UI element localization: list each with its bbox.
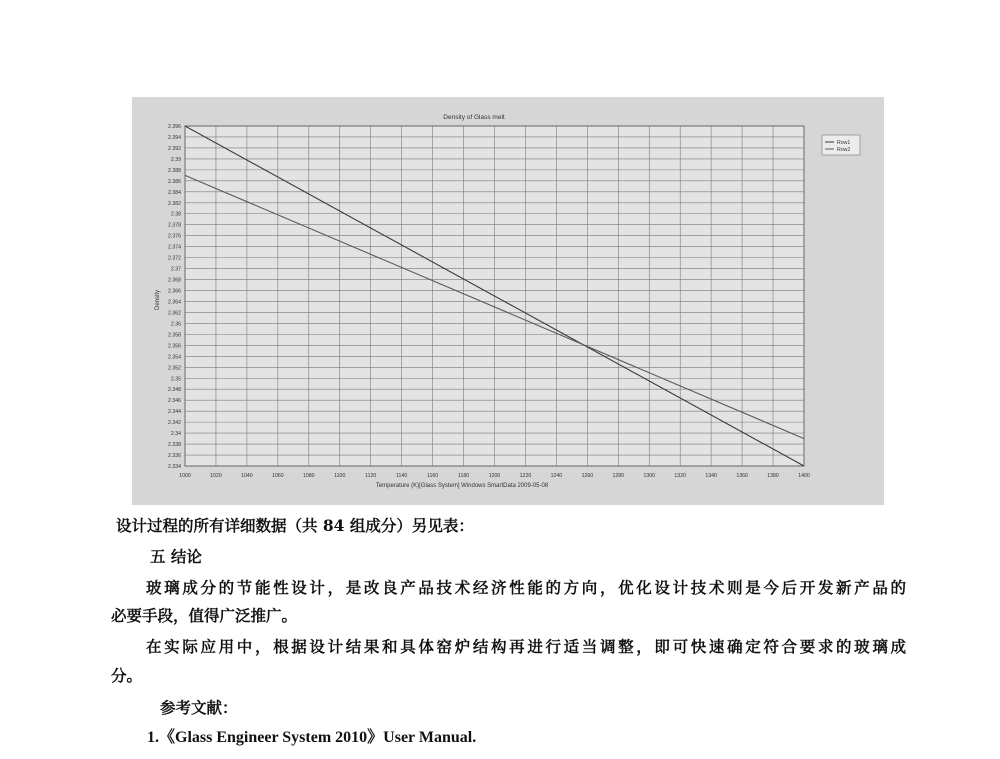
conclusion-paragraph-2-continued: 分。 [111,666,143,685]
legend-label: Row1 [837,140,851,146]
y-tick-label: 2.364 [168,299,181,306]
x-tick-label: 1060 [272,473,284,479]
x-tick-label: 1180 [457,473,470,479]
y-tick-label: 2.338 [168,442,181,449]
x-tick-label: 1040 [241,473,253,479]
section-heading: 五 结论 [150,547,202,566]
x-tick-label: 1200 [488,473,501,479]
x-tick-label: 1260 [581,473,594,479]
legend [822,135,860,155]
y-tick-label: 2.378 [168,222,181,229]
chart-title: Density of Glass melt [443,114,505,121]
x-tick-label: 1020 [210,473,222,479]
data-note: 设计过程的所有详细数据（共 84 组成分）另见表： [116,516,474,535]
density-chart [132,97,884,505]
y-tick-label: 2.354 [168,354,181,361]
x-tick-label: 1000 [179,473,191,479]
y-tick-label: 2.336 [168,453,181,460]
y-tick-label: 2.372 [168,255,181,262]
conclusion-paragraph-2: 在实际应用中，根据设计结果和具体窑炉结构再进行适当调整，即可快速确定符合要求的玻璃成 [146,637,906,656]
x-tick-label: 1380 [767,473,779,479]
y-tick-label: 2.38 [170,211,181,218]
density-chart-svg [132,97,884,505]
y-tick-label: 2.39 [170,156,181,163]
x-tick-label: 1120 [365,473,377,479]
y-tick-label: 2.346 [168,398,181,405]
x-tick-label: 1100 [334,473,346,479]
legend-label: Row2 [837,147,851,153]
y-tick-label: 2.374 [168,244,181,251]
y-tick-label: 2.356 [168,343,181,350]
x-tick-label: 1360 [736,473,748,479]
conclusion-paragraph-1-continued: 必要手段，值得广泛推广。 [111,606,298,625]
y-axis-label: Density [155,289,161,311]
x-tick-label: 1240 [550,473,563,479]
y-tick-label: 2.396 [168,124,181,130]
x-tick-label: 1140 [396,473,408,479]
y-tick-label: 2.394 [168,134,181,141]
y-tick-label: 2.384 [168,189,181,196]
y-tick-label: 2.344 [168,409,181,416]
y-tick-label: 2.366 [168,288,181,295]
x-tick-label: 1160 [427,473,439,479]
y-tick-label: 2.392 [168,145,181,152]
x-tick-label: 1280 [612,473,625,479]
y-tick-label: 2.34 [170,431,181,438]
y-tick-label: 2.358 [168,332,181,339]
x-tick-label: 1400 [798,473,810,479]
y-tick-label: 2.388 [168,167,181,174]
y-tick-label: 2.37 [170,266,181,273]
x-tick-label: 1220 [519,473,532,479]
x-tick-label: 1340 [705,473,717,479]
reference-item: 1.《Glass Engineer System 2010》User Manual. [147,729,477,746]
y-tick-label: 2.362 [168,310,181,317]
y-tick-label: 2.386 [168,178,181,185]
y-tick-label: 2.36 [170,321,181,328]
y-tick-label: 2.368 [168,277,181,284]
x-tick-label: 1300 [643,473,656,479]
x-axis-label: Temperature (K)[Glass System] Windows SmartData 2009-05-08 [375,483,549,489]
x-tick-label: 1320 [674,473,686,479]
x-tick-labels [179,473,810,479]
y-tick-label: 2.35 [170,376,181,383]
x-tick-label: 1080 [303,473,315,479]
y-tick-label: 2.348 [168,387,181,394]
y-tick-label: 2.376 [168,233,181,240]
y-tick-label: 2.342 [168,420,181,427]
y-tick-label: 2.352 [168,365,181,372]
y-tick-label: 2.382 [168,200,181,207]
y-tick-label: 2.334 [168,464,181,470]
references-heading: 参考文献： [160,698,238,717]
conclusion-paragraph-1: 玻璃成分的节能性设计，是改良产品技术经济性能的方向，优化设计技术则是今后开发新产品的 [146,578,906,597]
